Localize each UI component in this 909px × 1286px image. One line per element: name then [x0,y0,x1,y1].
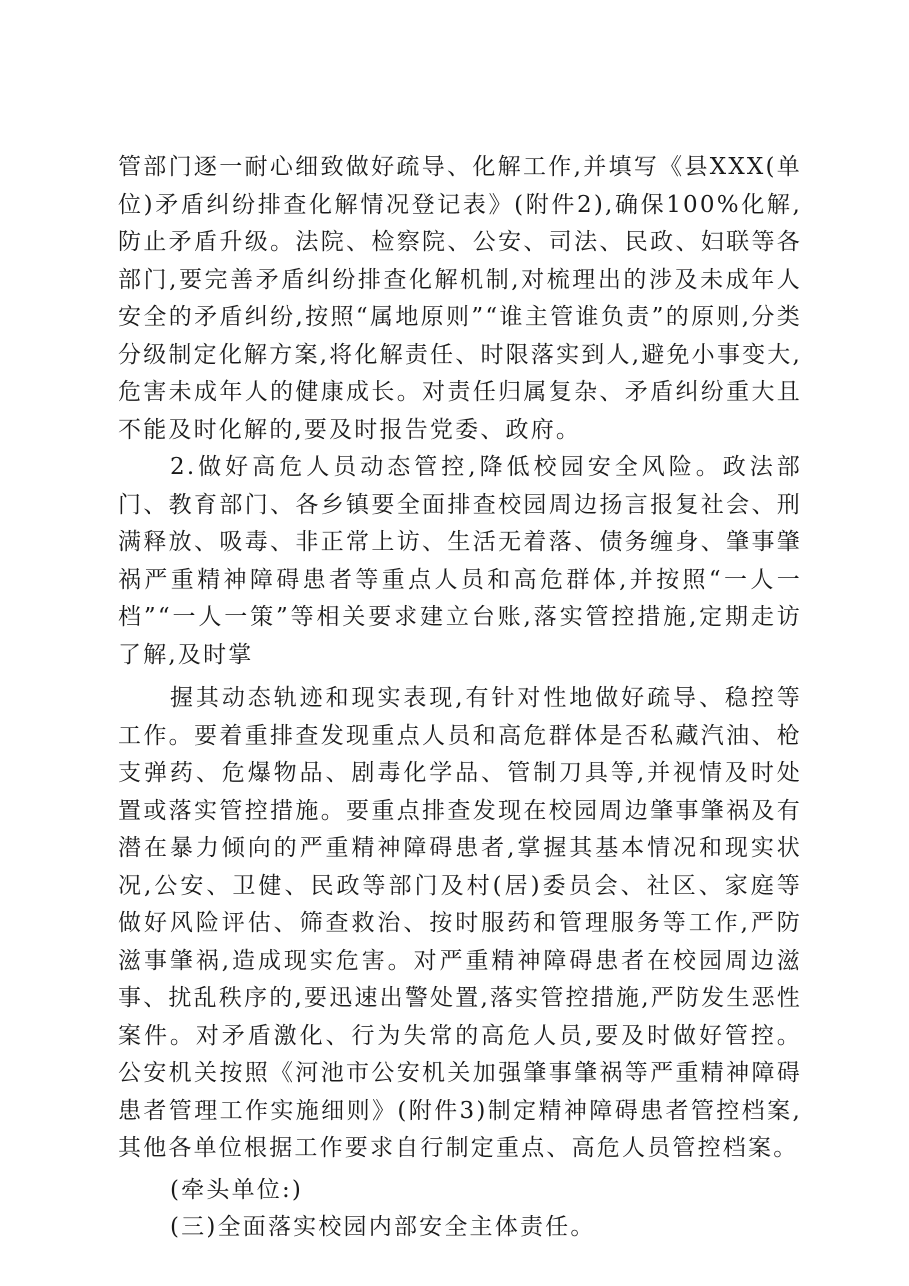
paragraph-lead-unit: (牵头单位:) [170,1176,304,1203]
document-body [118,149,802,1247]
section-heading: (三)全面落实校园内部安全主体责任。 [170,1214,596,1240]
paragraph-1: 管部门逐一耐心细致做好疏导、化解工作,并填写《县XXX(单位)矛盾纠纷排查化解情况登记表》(附件2),确保100%化解,防止矛盾升级。法院、检察院、公安、司法、民政、妇联等各部门,要完善矛盾纠纷排查化解机制,对梳理出的涉及未成年人安全的矛盾纠纷,按照“属地原则”“谁主管谁负责”的原则,分类分级制定化解方案,将化解责任、时限落实到人,避免小事变大,危害未成年人的健康成长。对责任归属复杂、矛盾纠纷重大且不能及时化解的,要及时报告党委、政府。 [118,154,802,443]
paragraph-3: 握其动态轨迹和现实表现,有针对性地做好疏导、稳控等工作。要着重排查发现重点人员和高危群体是否私藏汽油、枪支弹药、危爆物品、剧毒化学品、管制刀具等,并视情及时处置或落实管控措施。要重点排查发现在校园周边肇事肇祸及有潜在暴力倾向的严重精神障碍患者,掌握其基本情况和现实状况,公安、卫健、民政等部门及村(居)委员会、社区、家庭等做好风险评估、筛查救治、按时服药和管理服务等工作,严防滋事肇祸,造成现实危害。对严重精神障碍患者在校园周边滋事、扰乱秩序的,要迅速出警处置,落实管控措施,严防发生恶性案件。对矛盾激化、行为失常的高危人员,要及时做好管控。公安机关按照《河池市公安机关加强肇事肇祸等严重精神障碍患者管理工作实施细则》(附件3)制定精神障碍患者管控档案,其他各单位根据工作要求自行制定重点、高危人员管控档案。 [118,685,802,1161]
paragraph-2: 2.做好高危人员动态管控,降低校园安全风险。政法部门、教育部门、各乡镇要全面排查校园周边扬言报复社会、刑满释放、吸毒、非正常上访、生活无着落、债务缠身、肇事肇祸严重精神障碍患者等重点人员和高危群体,并按照“一人一档”“一人一策”等相关要求建立台账,落实管控措施,定期走访了解,及时掌 [118,454,802,668]
